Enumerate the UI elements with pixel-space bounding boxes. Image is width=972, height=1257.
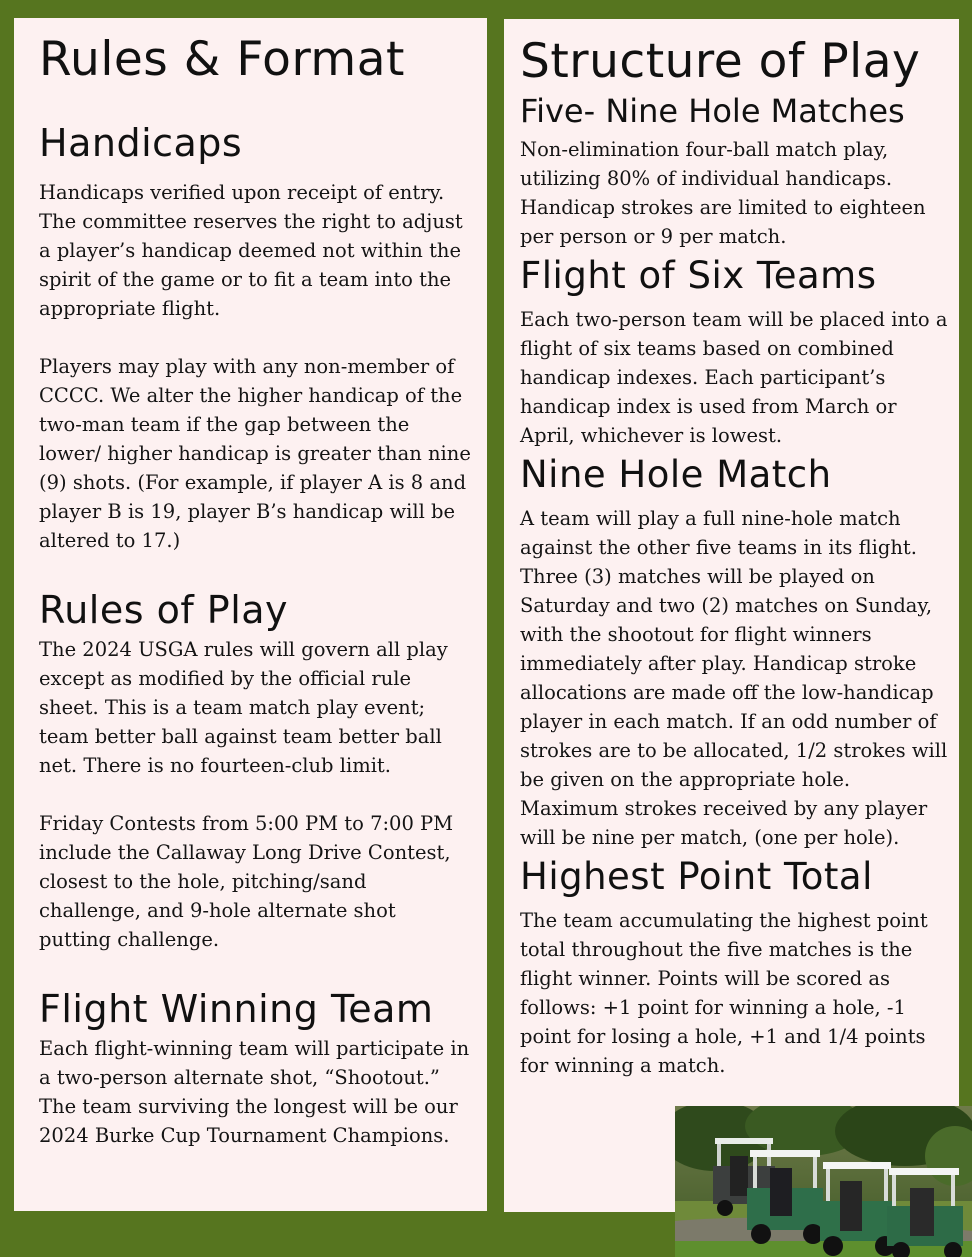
rules-of-play-heading: Rules of Play	[39, 588, 289, 632]
structure-of-play-title: Structure of Play	[520, 34, 921, 89]
flight-six-heading: Flight of Six Teams	[520, 254, 877, 297]
nine-hole-heading: Nine Hole Match	[520, 453, 832, 496]
flight-winning-heading: Flight Winning Team	[39, 987, 434, 1031]
flight-winning-paragraph: Each flight-winning team will participate in a two-person alternate shot, “Shootout.” The team surviving the longest will be our 2024 Burke Cup Tournament Champions.	[39, 1037, 470, 1147]
handicaps-paragraph-1: Handicaps verified upon receipt of entry. The committee reserves the right to adjust a player’s handicap deemed not within the spirit of the game or to fit a team into the appropriate flight.	[39, 181, 463, 320]
rules-of-play-paragraph-2: Friday Contests from 5:00 PM to 7:00 PM include the Callaway Long Drive Contest, closest to the hole, pitching/sand challenge, and 9-hole alternate shot putting challenge.	[39, 812, 454, 951]
nine-hole-paragraph: A team will play a full nine-hole match against the other five teams in its flight. Three (3) matches will be played on Saturday and two (2) matches on Sunday, with the shootout for flight winners immediately after play. Handicap stroke allocations are made off the low-handicap player in each match. If an odd number of strokes are to be allocated, 1/2 strokes will be given on the appropriate hole. Maximum strokes received by any player will be nine per match, (one per hole).	[520, 507, 948, 849]
rules-of-play-section	[39, 587, 471, 954]
right-panel	[504, 19, 959, 1212]
flight-six-section	[520, 253, 949, 450]
rules-of-play-paragraph-1: The 2024 USGA rules will govern all play except as modified by the official rule sheet. This is a team match play event; team better ball against team better ball net. There is no fourteen-club limit.	[39, 638, 448, 777]
flight-winning-section	[39, 986, 471, 1150]
highest-point-heading: Highest Point Total	[520, 855, 873, 898]
golf-carts-photo	[675, 1106, 972, 1257]
five-matches-heading: Five- Nine Hole Matches	[520, 92, 905, 130]
golf-carts-illustration	[675, 1106, 972, 1257]
flight-six-paragraph: Each two-person team will be placed into a flight of six teams based on combined handicap indexes. Each participant’s handicap index is used from March or April, whichever is lowest.	[520, 308, 948, 447]
handicaps-heading: Handicaps	[39, 121, 243, 165]
nine-hole-section	[520, 452, 949, 852]
highest-point-section	[520, 854, 949, 1080]
rules-format-title: Rules & Format	[39, 32, 405, 87]
five-matches-paragraph: Non-elimination four-ball match play, utilizing 80% of individual handicaps. Handicap strokes are limited to eighteen per person or 9 per match.	[520, 138, 926, 248]
left-panel	[14, 18, 487, 1211]
handicaps-paragraph-2: Players may play with any non-member of CCCC. We alter the higher handicap of the two-man team if the gap between the lower/ higher handicap is greater than nine (9) shots. (For example, if player A is 8 and player B is 19, player B’s handicap will be altered to 17.)	[39, 355, 471, 552]
highest-point-paragraph: The team accumulating the highest point total throughout the five matches is the flight winner. Points will be scored as follows: +1 point for winning a hole, -1 point for losing a hole, +1 and 1/4 points for winning a match.	[520, 909, 928, 1077]
handicaps-section	[39, 120, 471, 555]
five-matches-section	[520, 91, 949, 251]
